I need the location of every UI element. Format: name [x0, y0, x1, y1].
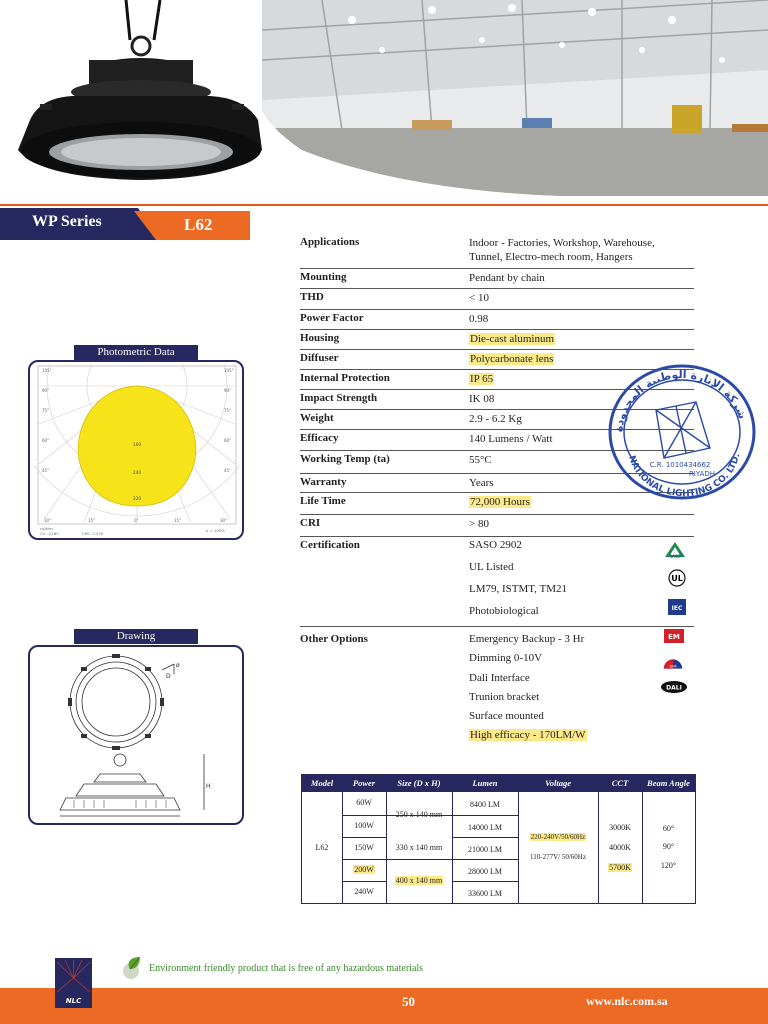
spec-value: 140 Lumens / Watt: [469, 433, 553, 445]
svg-text:D: D: [166, 673, 171, 680]
model-name: L62: [184, 215, 213, 234]
table-header-cell: Size (D x H): [397, 778, 441, 788]
spec-row-cri: [300, 515, 694, 537]
svg-text:320: 320: [132, 497, 142, 502]
option-item: High efficacy - 170LM/W: [470, 729, 586, 741]
svg-text:160: 160: [132, 443, 142, 448]
table-size: 250 x 140 mm: [395, 810, 443, 819]
option-item: Surface mounted: [469, 710, 544, 722]
model-table: [301, 774, 696, 904]
table-header-cell: Model: [310, 778, 334, 788]
spec-key: Efficacy: [300, 432, 339, 444]
svg-text:75°: 75°: [42, 408, 50, 413]
table-header-cell: CCT: [611, 778, 629, 788]
table-lumen: 33600 LM: [468, 889, 502, 898]
table-lumen: 14000 LM: [468, 823, 502, 832]
svg-text:45°: 45°: [42, 468, 50, 473]
eco-statement: Environment friendly product that is free of any hazardous materials: [149, 963, 424, 974]
spec-key: Housing: [300, 332, 340, 344]
svg-text:ø: ø: [176, 662, 180, 669]
series-name: WP Series: [32, 213, 102, 230]
cert-item: UL Listed: [469, 561, 514, 573]
spec-value: > 80: [469, 518, 489, 530]
table-cct: 4000K: [609, 843, 631, 852]
table-header-cell: Beam Angle: [647, 778, 690, 788]
drawing-title: Drawing: [74, 629, 198, 644]
nlc-logo: [55, 958, 92, 1008]
svg-text:60°: 60°: [224, 438, 232, 443]
svg-text:30°: 30°: [44, 518, 52, 523]
table-beam: 90°: [662, 842, 675, 851]
cert-item: LM79, ISTMT, TM21: [469, 583, 567, 595]
table-header-cell: Lumen: [472, 778, 498, 788]
svg-text:45°: 45°: [224, 468, 232, 473]
svg-text:EM: EM: [668, 633, 680, 641]
spec-row-thd: [300, 289, 694, 310]
svg-text:H: H: [206, 783, 211, 790]
spec-key: Impact Strength: [300, 392, 378, 404]
ul-icon: [666, 569, 688, 587]
series-banner: [0, 208, 250, 240]
table-power: 150W: [354, 843, 374, 852]
option-item: Dimming 0-10V: [469, 652, 543, 664]
table-header: [302, 775, 695, 792]
spec-value: Years: [469, 477, 494, 489]
svg-text:C.R. 1010434662: C.R. 1010434662: [649, 461, 711, 469]
spec-value: Polycarbonate lens: [470, 353, 554, 365]
spec-value: Indoor - Factories, Workshop, Warehouse, Tunnel, Electro-mech room, Hangers: [469, 237, 655, 263]
dali-icon: [660, 678, 688, 696]
website-link[interactable]: www.nlc.com.sa: [586, 994, 668, 1008]
dimming-icon: [662, 655, 684, 673]
warehouse-photo: [262, 0, 768, 196]
eco-leaf-icon: [120, 955, 144, 981]
spec-value: Pendant by chain: [469, 272, 545, 284]
spec-key: Power Factor: [300, 312, 364, 324]
spec-value: Die-cast aluminum: [470, 333, 555, 345]
spec-value: < 10: [469, 292, 489, 304]
table-beam: 60°: [662, 824, 675, 833]
svg-text:RIYADH: RIYADH: [688, 470, 716, 478]
spec-key: Warranty: [300, 476, 347, 488]
svg-text:105°: 105°: [224, 368, 234, 373]
table-voltage: 220-240V/50/60Hz: [530, 833, 586, 841]
svg-text:60°: 60°: [42, 438, 50, 443]
spec-row-mounting: [300, 269, 694, 289]
spec-value: 55°C: [469, 454, 492, 466]
svg-text:75°: 75°: [224, 408, 232, 413]
table-size: 330 x 140 mm: [395, 843, 443, 852]
svg-text:30°: 30°: [220, 518, 228, 523]
highbay-lamp-photo: [0, 0, 290, 200]
page-number: 50: [402, 994, 415, 1009]
svg-text:IEC: IEC: [671, 605, 683, 612]
table-lumen: 21000 LM: [468, 845, 502, 854]
table-lumen: 28000 LM: [468, 867, 502, 876]
option-item: Trunion bracket: [469, 691, 540, 703]
table-cct: 3000K: [609, 823, 631, 832]
option-item: Emergency Backup - 3 Hr: [469, 633, 585, 645]
spec-row-power-factor: [300, 310, 694, 330]
table-power: 200W: [354, 865, 374, 874]
photometric-diagram: [34, 364, 240, 536]
iec-icon: [666, 598, 688, 616]
table-model: L62: [315, 843, 329, 852]
table-cct: 5700K: [609, 863, 631, 872]
spec-row-housing: [300, 330, 694, 350]
svg-text:15°: 15°: [174, 518, 182, 523]
table-power: 240W: [354, 887, 374, 896]
svg-text:C0 - C180: C0 - C180: [40, 531, 59, 536]
svg-text:240: 240: [132, 471, 142, 476]
spec-key: Other Options: [300, 633, 368, 645]
spec-key: Mounting: [300, 271, 347, 283]
table-size: 400 x 140 mm: [395, 876, 443, 885]
spec-key: Certification: [300, 539, 360, 551]
svg-text:C90 - C270: C90 - C270: [82, 531, 104, 536]
table-lumen: 8400 LM: [470, 800, 500, 809]
spec-key: CRI: [300, 517, 321, 529]
product-drawing: [34, 650, 240, 822]
svg-text:NLC: NLC: [65, 997, 82, 1005]
spec-key: Internal Protection: [300, 372, 390, 384]
svg-text:90°: 90°: [224, 388, 232, 393]
svg-text:15°: 15°: [88, 518, 96, 523]
svg-text:SASO: SASO: [669, 554, 681, 559]
spec-value: 2.9 - 6.2 Kg: [469, 413, 522, 425]
spec-key: Working Temp (ta): [300, 453, 390, 465]
svg-text:90°: 90°: [42, 388, 50, 393]
table-header-cell: Power: [352, 778, 376, 788]
svg-text:NATIONAL LIGHTING CO. LTD.: NATIONAL LIGHTING CO. LTD.: [626, 452, 743, 500]
spec-key: Applications: [300, 236, 360, 248]
svg-text:η = 100%: η = 100%: [206, 528, 225, 533]
spec-key: Life Time: [300, 495, 346, 507]
company-stamp: [606, 362, 758, 502]
spec-value: IP 65: [470, 373, 494, 385]
option-item: Dali Interface: [469, 672, 530, 684]
spec-row-certification: [300, 537, 694, 627]
svg-text:DIM: DIM: [669, 664, 677, 669]
cert-item: SASO 2902: [469, 539, 522, 551]
spec-value: IK 08: [469, 393, 495, 405]
svg-text:cd/klm: cd/klm: [40, 526, 53, 531]
emergency-icon: [663, 627, 685, 645]
spec-value: 72,000 Hours: [470, 496, 530, 508]
photometric-title: Photometric Data: [74, 345, 198, 360]
header-rule: [0, 204, 768, 206]
spec-key: Weight: [300, 412, 334, 424]
saso-icon: [664, 541, 686, 559]
table-power: 60W: [356, 798, 372, 807]
svg-text:UL: UL: [671, 574, 683, 583]
spec-value: 0.98: [469, 313, 489, 325]
spec-row-applications: [300, 234, 694, 269]
svg-text:شركة الإنارة الوطنية المحدودة: شركة الإنارة الوطنية المحدودة: [612, 367, 750, 433]
svg-text:0°: 0°: [134, 518, 139, 523]
spec-key: THD: [300, 291, 324, 303]
table-voltage: 110-277V/ 50/60Hz: [530, 853, 586, 861]
svg-text:DALI: DALI: [666, 684, 682, 692]
cert-item: Photobiological: [469, 605, 539, 617]
table-beam: 120°: [660, 861, 677, 870]
svg-text:105°: 105°: [42, 368, 52, 373]
spec-row-other-options: [300, 627, 694, 747]
spec-key: Diffuser: [300, 352, 339, 364]
table-power: 100W: [354, 821, 374, 830]
table-header-cell: Voltage: [545, 778, 571, 788]
